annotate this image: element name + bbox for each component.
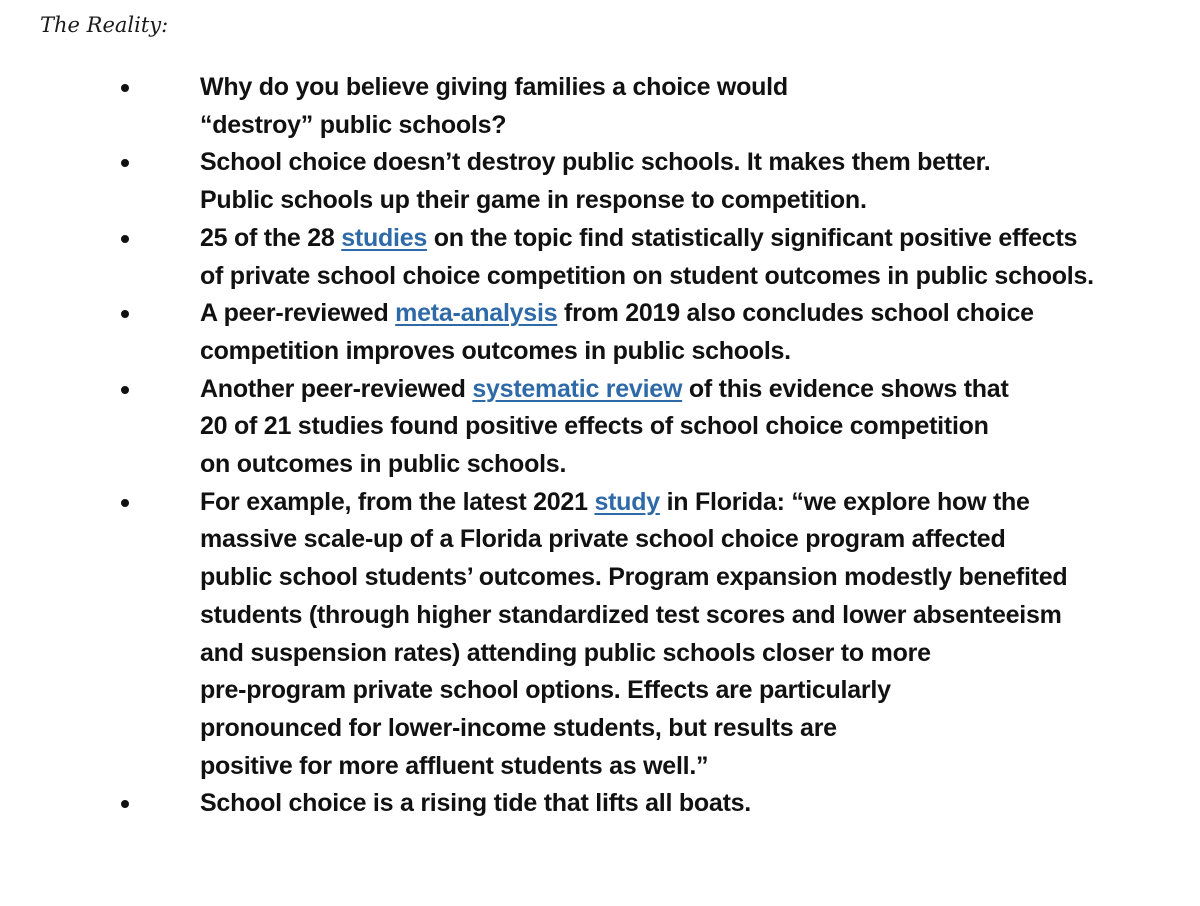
- bullet-line: [200, 521, 1200, 559]
- line-text: of this evidence shows that: [682, 374, 1009, 403]
- bullet-line: [200, 69, 1200, 107]
- bullet-line: [200, 446, 1200, 484]
- link-study[interactable]: study: [594, 487, 660, 516]
- link-meta-analysis[interactable]: meta-analysis: [395, 299, 558, 328]
- bullet-line: [200, 635, 1200, 673]
- line-text: pre-program private school options. Effects are particularly: [200, 676, 891, 705]
- line-text: 25 of the 28: [200, 223, 342, 252]
- bullet-line: [200, 371, 1200, 409]
- line-text: of private school choice competition on student outcomes in public schools.: [200, 261, 1094, 290]
- bullet-item: [0, 484, 1200, 786]
- line-text: in Florida: “we explore how the: [659, 487, 1030, 516]
- bullet-item: [0, 295, 1200, 370]
- line-text: School choice doesn’t destroy public schools. It makes them better.: [200, 148, 991, 177]
- bullet-dot-icon: [121, 235, 129, 243]
- bullet-dot-icon: [121, 310, 129, 318]
- line-text: School choice is a rising tide that lifts all boats.: [200, 789, 752, 818]
- bullet-line: [200, 785, 1200, 823]
- bullet-list: [0, 69, 1200, 823]
- bullet-line: [200, 484, 1200, 522]
- line-text: For example, from the latest 2021: [200, 487, 595, 516]
- bullet-dot-icon: [121, 800, 129, 808]
- line-text: “destroy” public schools?: [200, 110, 507, 139]
- line-text: massive scale-up of a Florida private school choice program affected: [200, 525, 1006, 554]
- line-text: pronounced for lower-income students, but results are: [200, 713, 837, 742]
- line-text: and suspension rates) attending public schools closer to more: [200, 638, 931, 667]
- link-systematic-review[interactable]: systematic review: [472, 374, 683, 403]
- bullet-line: [200, 672, 1200, 710]
- line-text: competition improves outcomes in public schools.: [200, 336, 791, 365]
- bullet-line: [200, 107, 1200, 145]
- bullet-item: [0, 144, 1200, 219]
- bullet-line: [200, 220, 1200, 258]
- line-text: on the topic find statistically significant positive effects: [427, 223, 1078, 252]
- bullet-line: [200, 559, 1200, 597]
- bullet-item: [0, 69, 1200, 144]
- line-text: 20 of 21 studies found positive effects of school choice competition: [200, 412, 989, 441]
- bullet-line: [200, 597, 1200, 635]
- bullet-line: [200, 710, 1200, 748]
- bullet-line: [200, 408, 1200, 446]
- bullet-dot-icon: [121, 499, 129, 507]
- bullet-line: [200, 295, 1200, 333]
- line-text: Another peer-reviewed: [200, 374, 473, 403]
- bullet-dot-icon: [121, 159, 129, 167]
- line-text: students (through higher standardized test scores and lower absenteeism: [200, 600, 1062, 629]
- bullet-item: [0, 220, 1200, 295]
- bullet-item: [0, 785, 1200, 823]
- line-text: Why do you believe giving families a choice would: [200, 73, 788, 101]
- bullet-line: [200, 333, 1200, 371]
- bullet-line: [200, 144, 1200, 182]
- bullet-line: [200, 182, 1200, 220]
- line-text: on outcomes in public schools.: [200, 450, 567, 479]
- bullet-line: [200, 748, 1200, 786]
- line-text: Public schools up their game in response to competition.: [200, 186, 867, 215]
- line-text: public school students’ outcomes. Program expansion modestly benefited: [200, 563, 1068, 592]
- link-studies[interactable]: studies: [341, 223, 428, 252]
- bullet-dot-icon: [121, 84, 129, 92]
- bullet-line: [200, 258, 1200, 296]
- line-text: from 2019 also concludes school choice: [557, 299, 1034, 328]
- bullet-item: [0, 371, 1200, 484]
- bullet-dot-icon: [121, 386, 129, 394]
- line-text: positive for more affluent students as well.”: [200, 751, 709, 780]
- section-heading: The Reality:: [40, 13, 169, 37]
- line-text: A peer-reviewed: [200, 299, 396, 328]
